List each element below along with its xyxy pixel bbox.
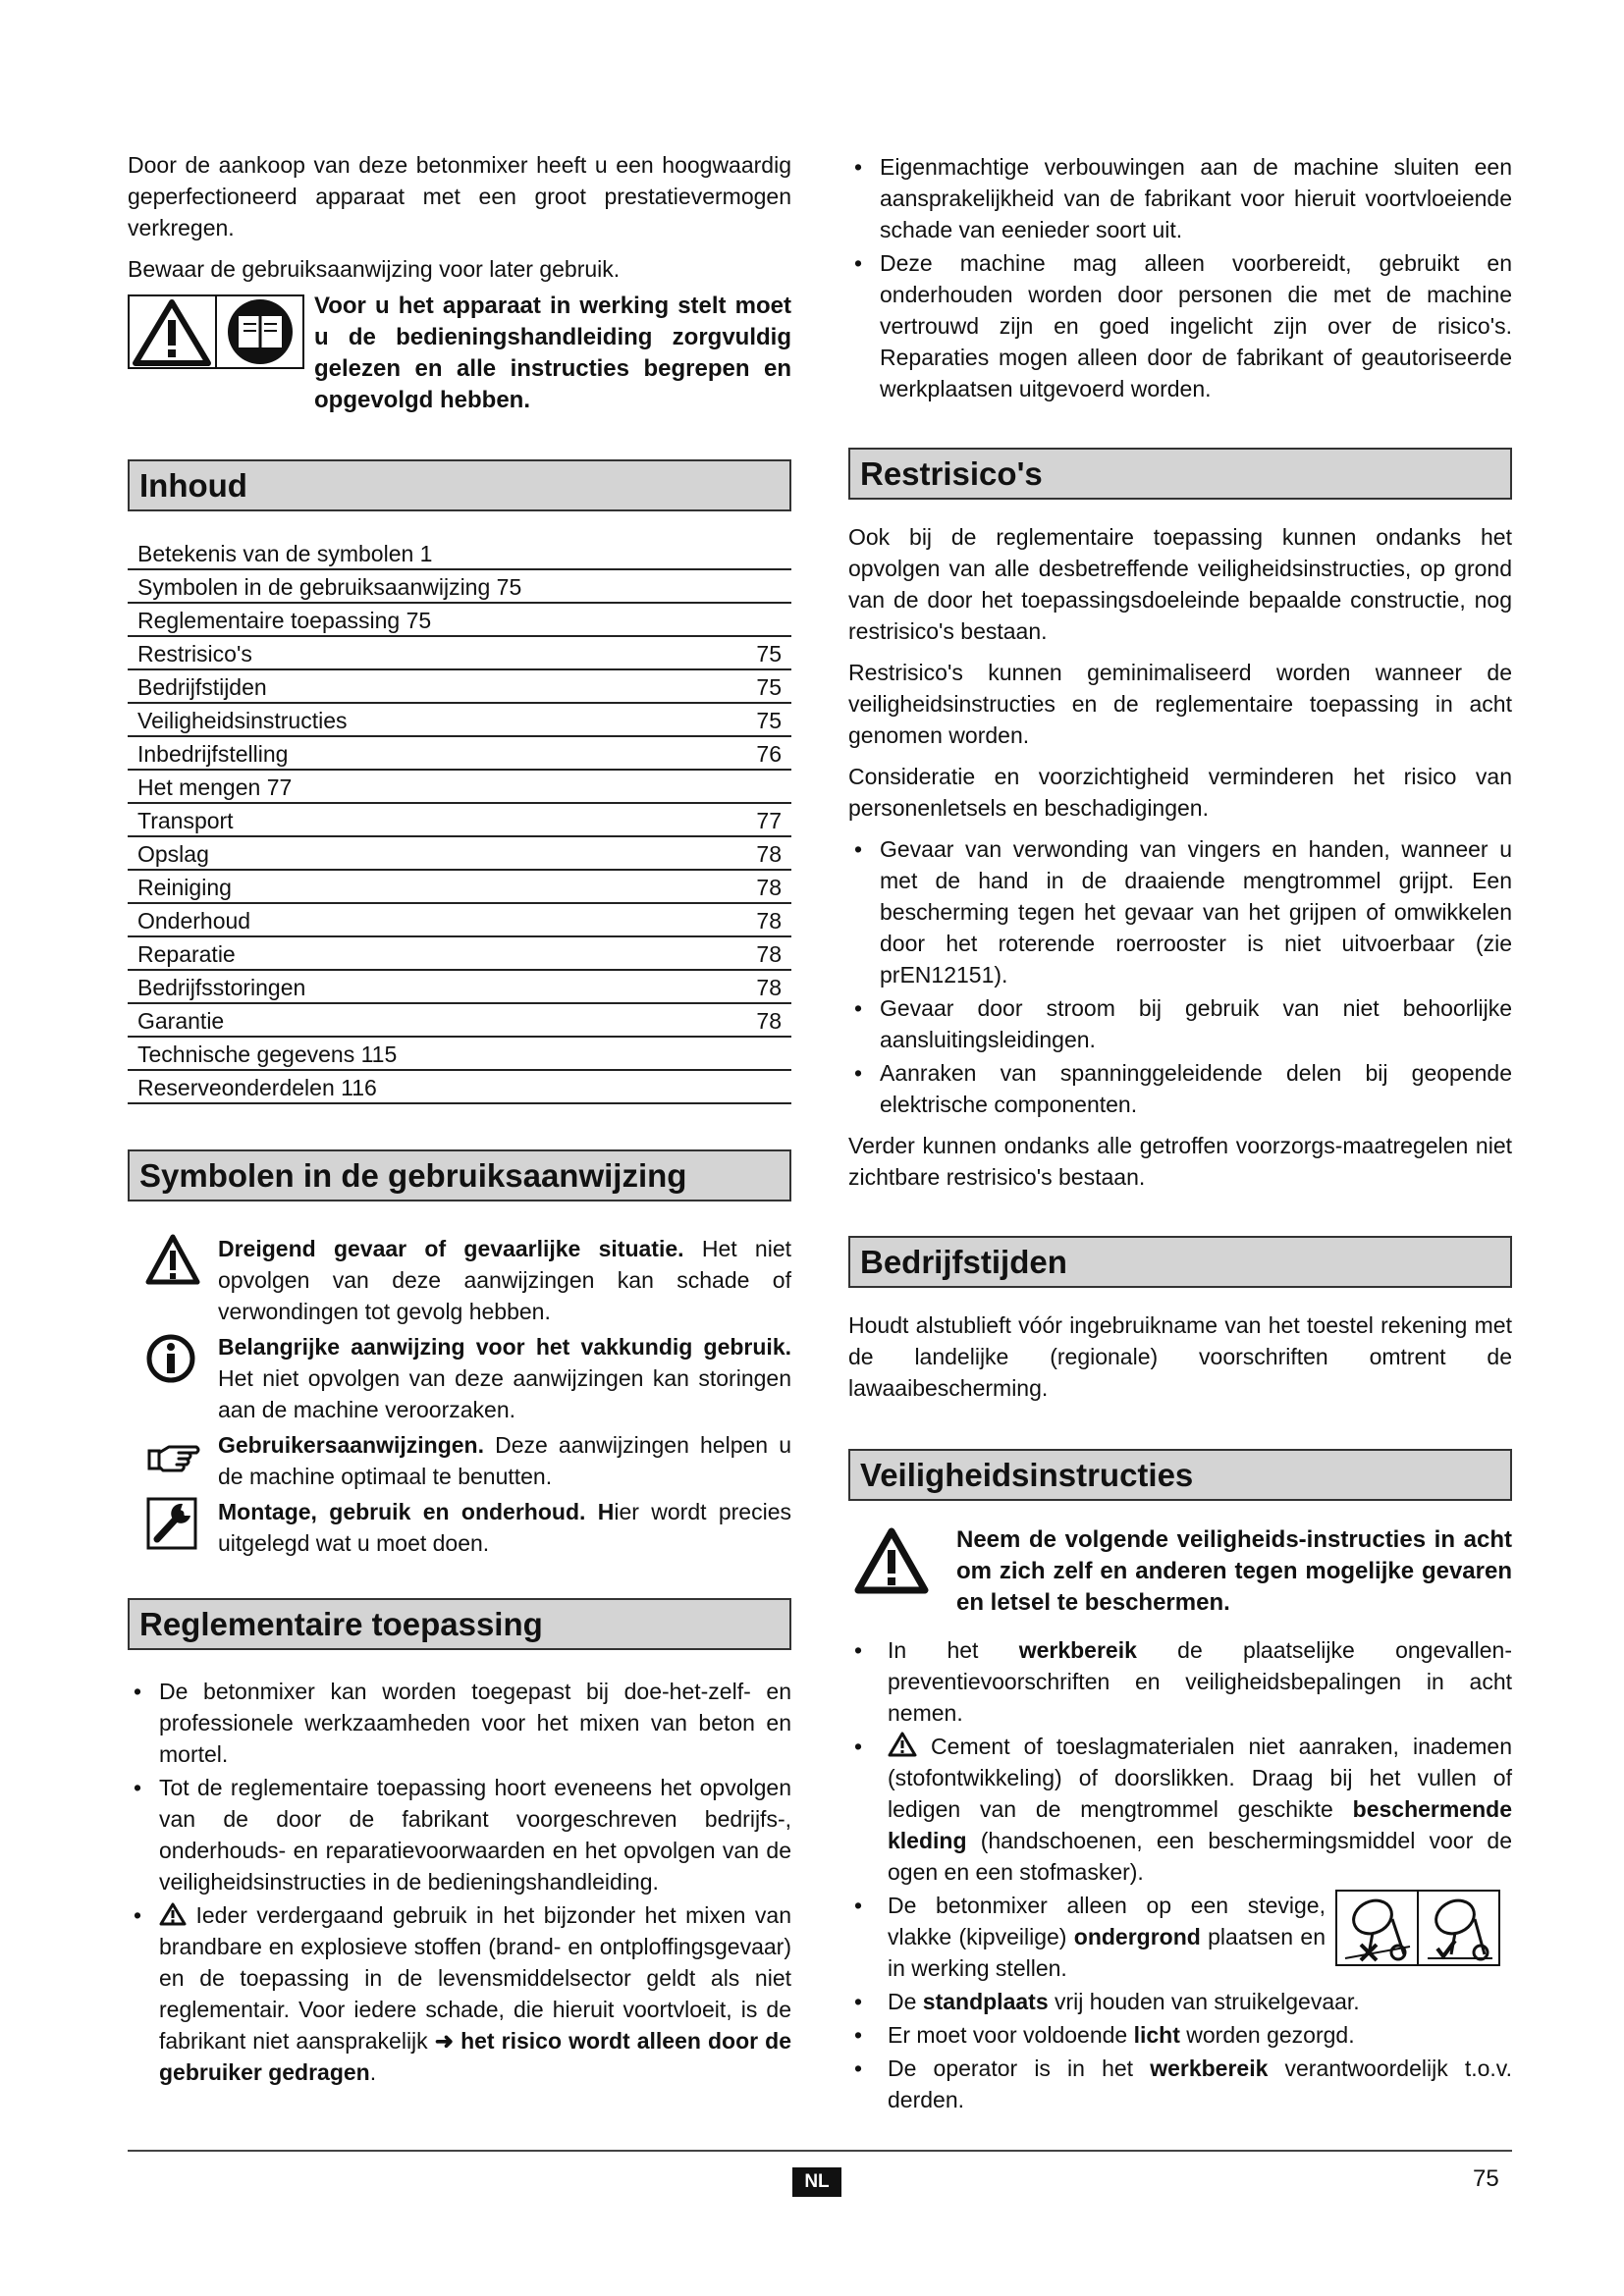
language-badge: NL: [792, 2167, 841, 2197]
arrow-icon: ➜: [434, 2028, 455, 2054]
symbol-assembly-text: ier wordt precies uitgelegd wat u moet doen.: [218, 1499, 791, 1556]
residual-paragraph-3: Consideratie en voorzichtigheid verminderen het risico van personenletsels en beschadigingen.: [848, 764, 1512, 821]
residual-risk-list: [848, 833, 1512, 1120]
section-heading-bedrijfstijden: Bedrijfstijden: [848, 1236, 1512, 1288]
usage-item-3-bold: het risico wordt alleen door de gebruiker gedragen: [159, 2028, 791, 2085]
left-column: [128, 149, 791, 2090]
warning-text: Voor u het apparaat in werking stelt moet u de bedieningshandleiding zorgvuldig gelezen en alle instructies begrepen en opgevolgd hebben.: [314, 293, 791, 413]
toc-row[interactable]: [128, 737, 791, 771]
intro-keep-note: Bewaar de gebruiksaanwijzing voor later gebruik.: [128, 256, 621, 282]
toc-entry-page: 78: [756, 975, 782, 1000]
safety-item-4: • De standplaats vrij houden van struikelgevaar.: [848, 1986, 1512, 2017]
modification-list: [848, 151, 1512, 404]
usage-item-3: [128, 1899, 791, 2088]
toc-row[interactable]: [128, 1071, 791, 1104]
symbol-user-tips-text: Deze aanwijzingen helpen u de machine optimaal te benutten.: [218, 1432, 791, 1489]
symbol-row-danger: [128, 1233, 791, 1327]
safety-warning-triangle-icon: [854, 1526, 929, 1595]
footer-divider: [128, 2150, 1512, 2152]
residual-paragraph-4: Verder kunnen ondanks alle getroffen voorzorgs-maatregelen niet zichtbare restrisico's bestaan.: [848, 1133, 1512, 1190]
usage-item-1: • De betonmixer kan worden toegepast bij doe-het-zelf- en professionele werkzaamheden voor het mixen van beton en mortel.: [128, 1676, 791, 1770]
toc-entry-page: 78: [756, 941, 782, 967]
toc-entry-label: Technische gegevens 115: [137, 1041, 398, 1067]
toc-row[interactable]: [128, 604, 791, 637]
table-of-contents: [128, 537, 791, 1104]
toc-entry-label: Garantie: [137, 1008, 225, 1034]
toc-entry-page: 78: [756, 1008, 782, 1034]
safety-item-2: • Cement of toeslagmaterialen niet aanraken, inademen (stofontwikkeling) of doorslikken. Draag bij het vullen of ledigen van de mengtrommel geschikte beschermende kleding (handschoenen, een beschermingsmiddel voor de ogen en een stofmasker).: [848, 1731, 1512, 1888]
section-heading-veiligheid: Veiligheidsinstructies: [848, 1449, 1512, 1501]
toc-entry-label: Reiniging: [137, 875, 232, 900]
toc-row[interactable]: [128, 837, 791, 871]
toc-row[interactable]: [128, 704, 791, 737]
usage-list: [128, 1676, 791, 2088]
toc-row[interactable]: [128, 1004, 791, 1038]
hours-paragraph: Houdt alstublieft vóór ingebruikname van het toestel rekening met de landelijke (regionale) voorschriften omtrent de lawaaibescherming.: [848, 1312, 1512, 1401]
mixer-ground-pictogram: [1335, 1890, 1500, 1966]
safety-item-3: • De betonmixer alleen op een stevige, vlakke (kipveilige) ondergrond plaatsen en in werking stellen.: [848, 1890, 1512, 1984]
modification-item-2: • Deze machine mag alleen voorbereidt, gebruikt en onderhouden worden door personen die met de machine vertrouwd zijn en goed ingelicht zijn over de risico's. Reparaties mogen alleen door de fabrikant of geautoriseerde werkplaatsen uitgevoerd worden.: [848, 247, 1512, 404]
read-manual-warning: [128, 291, 791, 416]
small-warning-icon: [159, 1902, 187, 1926]
page-number: 75: [1473, 2165, 1499, 2192]
toc-entry-label: Inbedrijfstelling: [137, 741, 289, 767]
small-warning-icon: [888, 1732, 917, 1757]
warning-and-manual-icons: [128, 294, 304, 369]
pointing-hand-icon: [145, 1429, 200, 1484]
residual-paragraph-1: Ook bij de reglementaire toepassing kunnen ondanks het opvolgen van alle desbetreffende veiligheidsinstructies, op grond van de door het toepassingsdoeleinde bepaalde constructie, nog restrisico's bestaan.: [848, 524, 1512, 644]
toc-entry-label: Onderhoud: [137, 908, 251, 934]
toc-row[interactable]: [128, 670, 791, 704]
safety-warning-text: Neem de volgende veiligheids-instructies in acht om zich zelf en anderen tegen mogelijke gevaren en letsel te beschermen.: [956, 1526, 1512, 1616]
toc-entry-label: Symbolen in de gebruiksaanwijzing 75: [137, 574, 522, 600]
toc-entry-label: Reparatie: [137, 941, 236, 967]
symbol-user-tips-title: Gebruikersaanwijzingen.: [218, 1432, 484, 1458]
section-heading-symbolen: Symbolen in de gebruiksaanwijzing: [128, 1149, 791, 1201]
info-circle-icon: [145, 1331, 200, 1386]
symbol-danger-text: Het niet opvolgen van deze aanwijzingen kan schade of verwondingen tot gevolg hebben.: [218, 1236, 791, 1324]
toc-entry-label: Opslag: [137, 841, 209, 867]
toc-row[interactable]: [128, 637, 791, 670]
symbol-important-text: Het niet opvolgen van deze aanwijzingen kan storingen aan de machine veroorzaken.: [218, 1365, 791, 1422]
intro-paragraph: Door de aankoop van deze betonmixer heeft u een hoogwaardig geperfectioneerd apparaat met een groot prestatievermogen verkregen.: [128, 152, 791, 240]
toc-entry-label: Transport: [137, 808, 234, 833]
symbol-list: [128, 1233, 791, 1559]
toc-entry-label: Reglementaire toepassing 75: [137, 608, 432, 633]
toc-entry-label: Bedrijfstijden: [137, 674, 267, 700]
safety-item-6: • De operator is in het werkbereik verantwoordelijk t.o.v. derden.: [848, 2053, 1512, 2115]
toc-entry-page: 78: [756, 841, 782, 867]
toc-entry-label: Restrisico's: [137, 641, 252, 667]
usage-item-2: • Tot de reglementaire toepassing hoort eveneens het opvolgen van de door de fabrikant voorgeschreven bedrijfs-, onderhouds- en reparatievoorwaarden en het opvolgen van de veiligheidsinstructies in de bedieningshandleiding.: [128, 1772, 791, 1897]
right-column: [848, 151, 1512, 2117]
toc-row[interactable]: [128, 537, 791, 570]
symbol-important-title: Belangrijke aanwijzing voor het vakkundig gebruik.: [218, 1334, 791, 1360]
residual-risk-item: • Gevaar van verwonding van vingers en handen, wanneer u met de hand in de draaiende mengtrommel grijpt. Een bescherming tegen het gevaar van het grijpen of omwikkelen door het roterende roerrooster is niet uitvoerbaar (zie prEN12151).: [848, 833, 1512, 990]
symbol-row-assembly: [128, 1496, 791, 1559]
toc-entry-label: Het mengen 77: [137, 774, 293, 800]
symbol-danger-title: Dreigend gevaar of gevaarlijke situatie.: [218, 1236, 684, 1261]
modification-item-1: • Eigenmachtige verbouwingen aan de machine sluiten een aansprakelijkheid van de fabrikant voor hieruit voortvloeiende schade van eenieder soort uit.: [848, 151, 1512, 245]
section-heading-inhoud: Inhoud: [128, 459, 791, 511]
safety-item-5: • Er moet voor voldoende licht worden gezorgd.: [848, 2019, 1512, 2051]
toc-row[interactable]: [128, 1038, 791, 1071]
toc-row[interactable]: [128, 871, 791, 904]
toc-entry-label: Veiligheidsinstructies: [137, 708, 348, 733]
section-heading-reglementair: Reglementaire toepassing: [128, 1598, 791, 1650]
toc-entry-page: 75: [756, 674, 782, 700]
toc-row[interactable]: [128, 804, 791, 837]
symbol-row-important: [128, 1331, 791, 1425]
toc-entry-page: 75: [756, 641, 782, 667]
wrench-icon: [145, 1496, 200, 1551]
safety-warning: [848, 1524, 1512, 1619]
toc-row[interactable]: [128, 937, 791, 971]
toc-row[interactable]: [128, 570, 791, 604]
safety-item-1: • In het werkbereik de plaatselijke ongevallen-preventievoorschriften en veiligheidsbepalingen in acht nemen.: [848, 1634, 1512, 1729]
residual-risk-item: • Gevaar door stroom bij gebruik van niet behoorlijke aansluitingsleidingen.: [848, 992, 1512, 1055]
residual-risk-item: • Aanraken van spanninggeleidende delen bij geopende elektrische componenten.: [848, 1057, 1512, 1120]
symbol-row-user-tips: [128, 1429, 791, 1492]
toc-entry-label: Betekenis van de symbolen 1: [137, 541, 433, 566]
safety-list: [848, 1634, 1512, 2115]
toc-row[interactable]: [128, 771, 791, 804]
toc-entry-page: 78: [756, 908, 782, 934]
toc-entry-label: Bedrijfsstoringen: [137, 975, 306, 1000]
toc-entry-page: 78: [756, 875, 782, 900]
symbol-assembly-title: Montage, gebruik en onderhoud. H: [218, 1499, 615, 1524]
toc-entry-page: 75: [756, 708, 782, 733]
warning-triangle-icon: [145, 1233, 200, 1288]
toc-row[interactable]: [128, 971, 791, 1004]
toc-entry-page: 76: [756, 741, 782, 767]
toc-entry-label: Reserveonderdelen 116: [137, 1075, 377, 1100]
usage-item-3-text: Ieder verdergaand gebruik in het bijzonder het mixen van brandbare en explosieve stoffen (brand- en ontploffingsgevaar) en de toepassing in de levensmiddelsector geldt als niet reglementair. Voor iedere schade, die hieruit voortvloeit, is de fabrikant niet aansprakelijk: [159, 1902, 791, 2054]
toc-entry-page: 77: [756, 808, 782, 833]
usage-item-3-end: .: [369, 2059, 377, 2085]
section-heading-restrisicos: Restrisico's: [848, 448, 1512, 500]
toc-row[interactable]: [128, 904, 791, 937]
residual-paragraph-2: Restrisico's kunnen geminimaliseerd worden wanneer de veiligheidsinstructies en de reglementaire toepassing in acht genomen worden.: [848, 660, 1512, 748]
